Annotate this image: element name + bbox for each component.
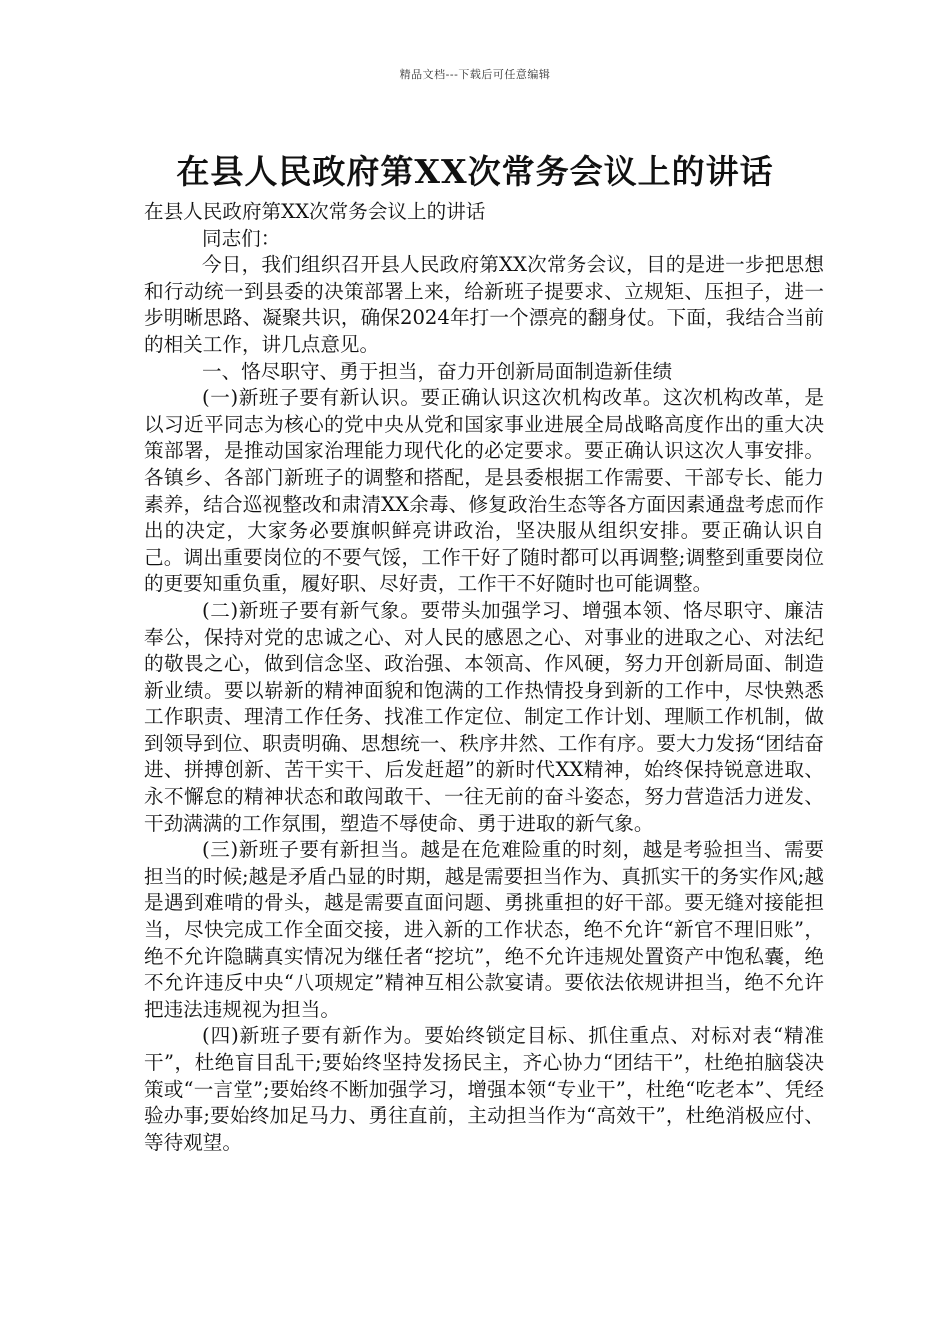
paragraph-new-atmosphere: (二)新班子要有新气象。要带头加强学习、增强本领、恪尽职守、廉洁奉公，保持对党的忠诚之心、对人民的感恩之心、对事业的进取之心、对法纪的敬畏之心，做到信念坚、政治强、本领高、作风硬，努力开创新局面、制造新业绩。要以崭新的精神面貌和饱满的工作热情投身到新的工作中，尽快熟悉工作职责、理清工作任务、找准工作定位、制定工作计划、理顺工作机制，做到领导到位、职责明确、思想统一、秩序井然、工作有序。要大力发扬“团结奋进、拼搏创新、苦干实干、后发赶超”的新时代XX精神，始终保持锐意进取、永不懈怠的精神状态和敢闯敢干、一往无前的奋斗姿态，努力营造活力迸发、干劲满满的工作氛围，塑造不辱使命、勇于进取的新气象。: [144, 598, 824, 835]
document-title: 在县人民政府第XX次常务会议上的讲话: [176, 152, 774, 192]
paragraph-new-action: (四)新班子要有新作为。要始终锁定目标、抓住重点、对标对表“精准干”，杜绝盲目乱干;要始终坚持发扬民主，齐心协力“团结干”，杜绝拍脑袋决策或“一言堂”;要始终不断加强学习，增强本领“专业干”，杜绝“吃老本”、凭经验办事;要始终加足马力、勇往直前，主动担当作为“高效干”，杜绝消极应付、等待观望。: [144, 1024, 824, 1154]
document-body: [144, 199, 824, 1156]
greeting: 同志们：: [202, 226, 281, 250]
header-note: 精品文档---下载后可任意编辑: [399, 68, 551, 81]
document-subtitle: 在县人民政府第XX次常务会议上的讲话: [144, 200, 486, 223]
paragraph-new-understanding: (一)新班子要有新认识。要正确认识这次机构改革。这次机构改革，是以习近平同志为核心的党中央从党和国家事业进展全局战略高度作出的重大决策部署，是推动国家治理能力现代化的必定要求。要正确认识这次人事安排。各镇乡、各部门新班子的调整和搭配，是县委根据工作需要、干部专长、能力素养，结合巡视整改和肃清XX余毒、修复政治生态等各方面因素通盘考虑而作出的决定，大家务必要旗帜鲜亮讲政治，坚决服从组织安排。要正确认识自己。调出重要岗位的不要气馁，工作干好了随时都可以再调整;调整到重要岗位的更要知重负重，履好职、尽好责，工作干不好随时也可能调整。: [144, 386, 824, 596]
paragraph-intro: 今日，我们组织召开县人民政府第XX次常务会议，目的是进一步把思想和行动统一到县委的决策部署上来，给新班子提要求、立规矩、压担子，进一步明晰思路、凝聚共识，确保2024年打一个漂亮的翻身仗。下面，我结合当前的相关工作，讲几点意见。: [144, 253, 824, 356]
paragraph-new-responsibility: (三)新班子要有新担当。越是在危难险重的时刻，越是考验担当、需要担当的时候;越是矛盾凸显的时期，越是需要担当作为、真抓实干的务实作风;越是遇到难啃的骨头，越是需要直面问题、勇挑重担的好干部。要无缝对接能担当，尽快完成工作全面交接，进入新的工作状态，绝不允许“新官不理旧账”，绝不允许隐瞒真实情况为继任者“挖坑”，绝不允许违规处置资产中饱私囊，绝不允许违反中央“八项规定”精神互相公款宴请。要依法依规讲担当，绝不允许把违法违规视为担当。: [144, 838, 824, 1021]
section-heading-1: 一、恪尽职守、勇于担当，奋力开创新局面制造新佳绩: [202, 359, 673, 383]
